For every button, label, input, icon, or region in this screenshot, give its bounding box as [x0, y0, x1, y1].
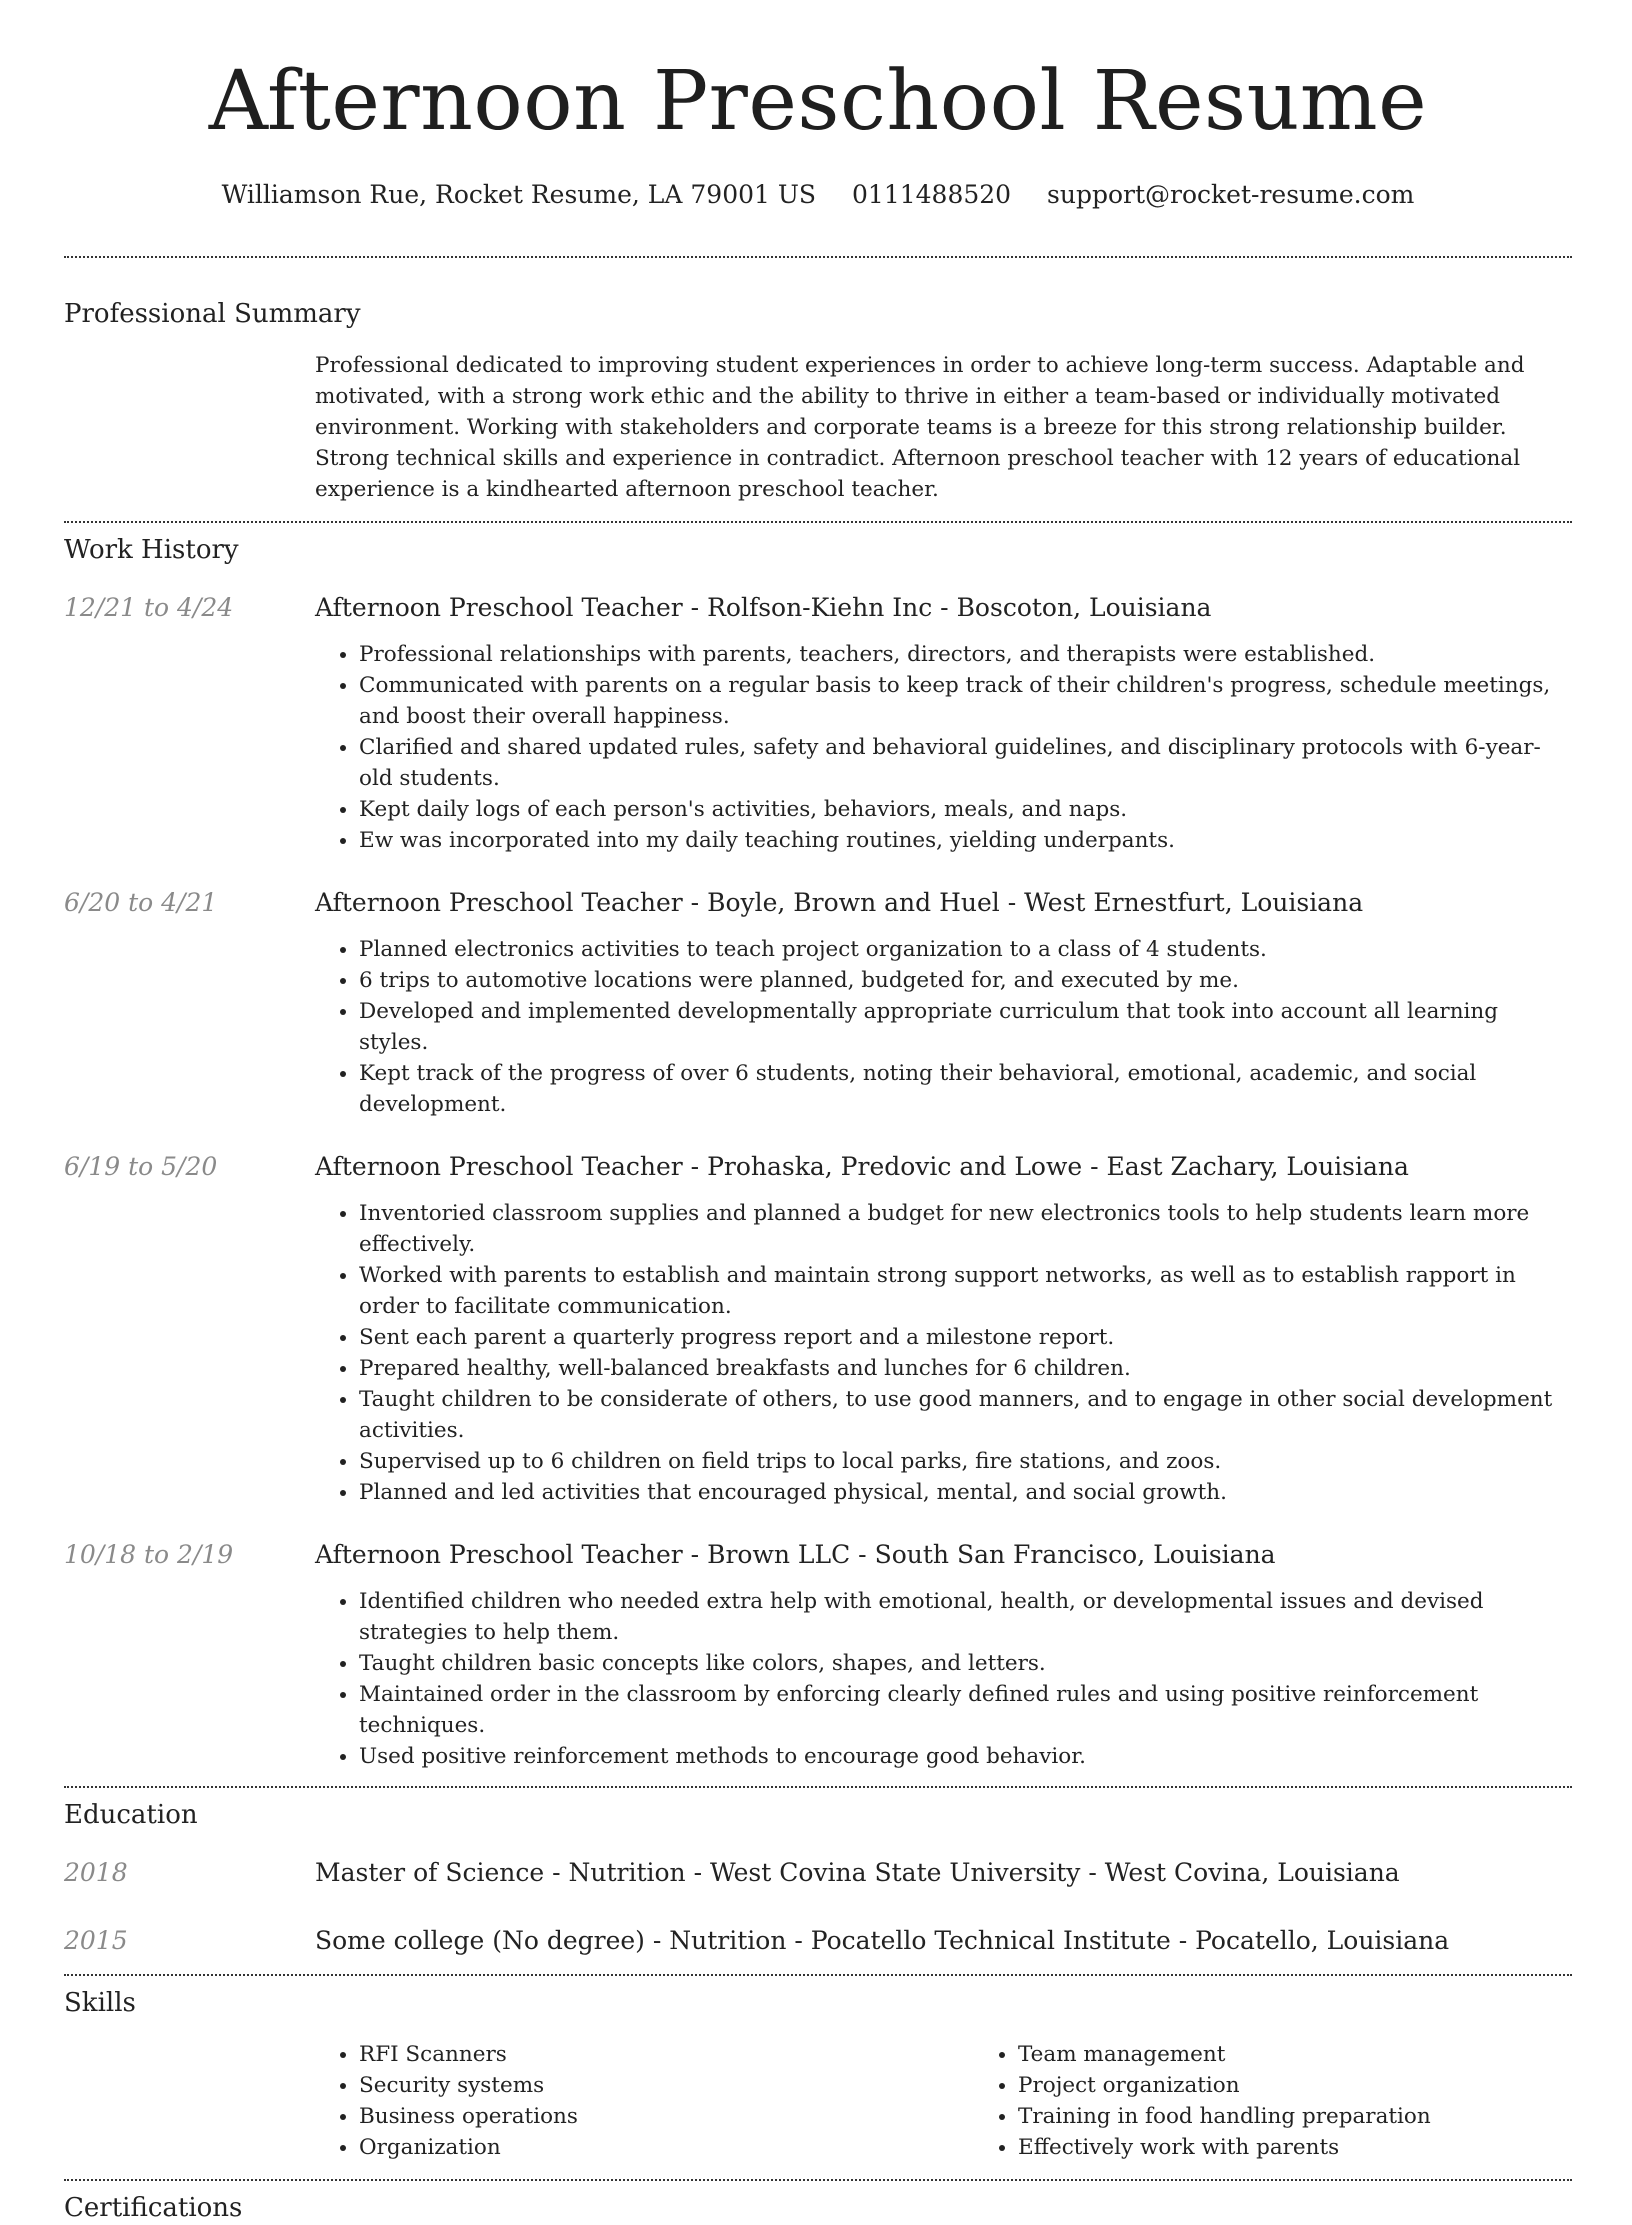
list-item: • Taught children to be considerate of others, to use good manners, and to engage in other social development activities. — [359, 1384, 1572, 1446]
certifications-heading: Certifications — [64, 2193, 243, 2223]
skill-item: • Business operations — [359, 2101, 974, 2132]
list-item: • Identified children who needed extra help with emotional, health, or developmental issues and devised strategies to help them. — [359, 1586, 1572, 1648]
job-bullets — [315, 934, 1572, 1120]
skill-item: • Security systems — [359, 2070, 974, 2101]
skill-item: • Project organization — [1018, 2070, 1632, 2101]
list-item: • 6 trips to automotive locations were planned, budgeted for, and executed by me. — [359, 965, 1572, 996]
list-item: • Kept track of the progress of over 6 students, noting their behavioral, emotional, academic, and social development. — [359, 1058, 1572, 1120]
job-bullets — [315, 1586, 1572, 1772]
job-title: Afternoon Preschool Teacher - Rolfson-Kiehn Inc - Boscoton, Louisiana — [315, 593, 1212, 622]
list-item: • Worked with parents to establish and maintain strong support networks, as well as to establish rapport in order to facilitate communication. — [359, 1260, 1572, 1322]
education-year: 2018 — [64, 1858, 128, 1887]
job-dates: 12/21 to 4/24 — [64, 593, 234, 622]
list-item: • Taught children basic concepts like colors, shapes, and letters. — [359, 1648, 1572, 1679]
job-title: Afternoon Preschool Teacher - Prohaska, Predovic and Lowe - East Zachary, Louisiana — [315, 1152, 1409, 1181]
divider — [64, 2179, 1572, 2181]
skill-item: • Team management — [1018, 2039, 1632, 2070]
list-item: • Sent each parent a quarterly progress report and a milestone report. — [359, 1322, 1572, 1353]
job-entry — [64, 1150, 1572, 1508]
list-item: • Prepared healthy, well-balanced breakfasts and lunches for 6 children. — [359, 1353, 1572, 1384]
list-item: • Inventoried classroom supplies and planned a budget for new electronics tools to help students learn more effectively. — [359, 1198, 1572, 1260]
education-text: Some college (No degree) - Nutrition - Pocatello Technical Institute - Pocatello, Louisiana — [315, 1926, 1450, 1955]
list-item: • Clarified and shared updated rules, safety and behavioral guidelines, and disciplinary protocols with 6-year-old students. — [359, 732, 1572, 794]
contact-address: Williamson Rue, Rocket Resume, LA 79001 US — [221, 180, 817, 209]
contact-email: support@rocket-resume.com — [1047, 180, 1415, 209]
work-history-section — [64, 533, 1572, 1772]
divider — [64, 521, 1572, 523]
work-history-heading: Work History — [64, 535, 239, 565]
divider — [64, 256, 1572, 258]
skill-item: • RFI Scanners — [359, 2039, 974, 2070]
list-item: • Communicated with parents on a regular basis to keep track of their children's progress, schedule meetings, and boost their overall happiness. — [359, 670, 1572, 732]
contact-phone: 0111488520 — [852, 180, 1012, 209]
education-entry — [64, 1924, 1572, 1958]
resume-page — [64, 0, 1572, 2225]
skills-list-right — [974, 2039, 1632, 2163]
job-dates: 10/18 to 2/19 — [64, 1540, 234, 1569]
job-title: Afternoon Preschool Teacher - Boyle, Brown and Huel - West Ernestfurt, Louisiana — [315, 888, 1364, 917]
skills-section — [64, 1986, 1572, 2163]
job-dates: 6/19 to 5/20 — [64, 1152, 218, 1181]
list-item: • Developed and implemented developmentally appropriate curriculum that took into account all learning styles. — [359, 996, 1572, 1058]
list-item: • Ew was incorporated into my daily teaching routines, yielding underpants. — [359, 825, 1572, 856]
list-item: • Kept daily logs of each person's activities, behaviors, meals, and naps. — [359, 794, 1572, 825]
list-item: • Supervised up to 6 children on field trips to local parks, fire stations, and zoos. — [359, 1446, 1572, 1477]
page-title: Afternoon Preschool Resume — [208, 54, 1428, 149]
list-item: • Used positive reinforcement methods to encourage good behavior. — [359, 1741, 1572, 1772]
job-entry — [64, 1538, 1572, 1772]
list-item: • Planned electronics activities to teach project organization to a class of 4 students. — [359, 934, 1572, 965]
education-section — [64, 1798, 1572, 1958]
certifications-section — [64, 2191, 1572, 2225]
skill-item: • Effectively work with parents — [1018, 2132, 1632, 2163]
summary-heading: Professional Summary — [64, 299, 361, 329]
list-item: • Planned and led activities that encouraged physical, mental, and social growth. — [359, 1477, 1572, 1508]
job-dates: 6/20 to 4/21 — [64, 888, 218, 917]
skill-item: • Training in food handling preparation — [1018, 2101, 1632, 2132]
education-entry — [64, 1856, 1572, 1890]
education-text: Master of Science - Nutrition - West Covina State University - West Covina, Louisiana — [315, 1858, 1400, 1887]
education-year: 2015 — [64, 1926, 128, 1955]
contact-info — [64, 178, 1572, 212]
list-item: • Maintained order in the classroom by enforcing clearly defined rules and using positive reinforcement techniques. — [359, 1679, 1572, 1741]
job-bullets — [315, 1198, 1572, 1508]
list-item: • Professional relationships with parents, teachers, directors, and therapists were established. — [359, 639, 1572, 670]
divider — [64, 1786, 1572, 1788]
job-entry — [64, 591, 1572, 856]
divider — [64, 1974, 1572, 1976]
job-entry — [64, 886, 1572, 1120]
skill-item: • Organization — [359, 2132, 974, 2163]
skills-heading: Skills — [64, 1988, 136, 2018]
skills-list-left — [315, 2039, 974, 2163]
education-heading: Education — [64, 1800, 198, 1830]
job-title: Afternoon Preschool Teacher - Brown LLC - South San Francisco, Louisiana — [315, 1540, 1276, 1569]
job-bullets — [315, 639, 1572, 856]
summary-section — [64, 297, 1572, 505]
summary-text: Professional dedicated to improving student experiences in order to achieve long-term success. Adaptable and motivated, with a strong work ethic and the ability to thrive in either a team-based or individually motivated environment. Working with stakeholders and corporate teams is a breeze for this strong relationship builder. Strong technical skills and experience in contradict. Afternoon preschool teacher with 12 years of educational experience is a kindhearted afternoon preschool teacher. — [315, 353, 1525, 502]
